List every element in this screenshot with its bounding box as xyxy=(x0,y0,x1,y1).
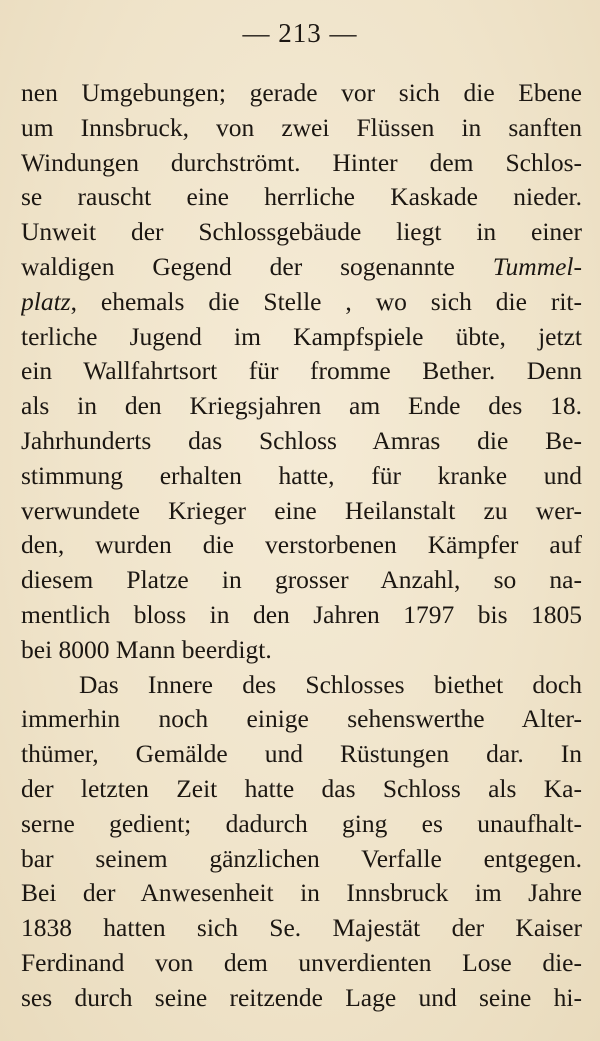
text-line xyxy=(21,598,582,633)
text-line xyxy=(21,389,582,424)
text-line xyxy=(21,772,582,807)
text-run: ein Wallfahrtsort für fromme Bether. Denn xyxy=(21,356,582,386)
text-run: den, wurden die verstorbenen Kämpfer auf xyxy=(21,530,582,560)
text-line xyxy=(21,459,582,494)
text-line xyxy=(21,807,582,842)
text-run: Windungen durchströmt. Hinter dem Schlos- xyxy=(21,147,582,177)
text-line xyxy=(21,876,582,911)
text-run: Das Innere des Schlosses biethet doch xyxy=(79,669,582,699)
text-run: ses durch seine reitzende Lage und seine hi- xyxy=(21,982,582,1012)
text-run: bei 8000 Mann beerdigt. xyxy=(21,634,272,664)
text-run: der letzten Zeit hatte das Schloss als Ka- xyxy=(21,773,582,803)
text-line xyxy=(21,76,582,111)
text-run: serne gedient; dadurch ging es unaufhalt- xyxy=(21,808,582,838)
text-line xyxy=(21,285,582,320)
text-line xyxy=(21,424,582,459)
text-line xyxy=(21,146,582,181)
italic-text-run: Tummel- xyxy=(492,251,582,281)
text-run: terliche Jugend im Kampfspiele übte, jetzt xyxy=(21,321,582,351)
text-line xyxy=(21,702,582,737)
text-run: Ferdinand von dem unverdienten Lose die- xyxy=(21,947,582,977)
text-run: 1838 hatten sich Se. Majestät der Kaiser xyxy=(21,913,582,943)
text-run: nen Umgebungen; gerade vor sich die Ebene xyxy=(21,78,582,107)
text-run: stimmung erhalten hatte, für kranke und xyxy=(21,460,582,490)
text-line xyxy=(21,354,582,389)
text-run: als in den Kriegsjahren am Ende des 18. xyxy=(21,391,582,421)
page-number: — 213 — xyxy=(242,18,358,48)
text-line xyxy=(21,528,582,563)
text-run: verwundete Krieger eine Heilanstalt zu wer- xyxy=(21,495,582,525)
text-run: waldigen Gegend der sogenannte xyxy=(21,251,493,281)
paragraph xyxy=(21,76,582,668)
text-line xyxy=(21,215,582,250)
text-run: immerhin noch einige sehenswerthe Alter- xyxy=(21,704,582,734)
text-line xyxy=(21,320,582,355)
text-run: , ehemals die Stelle , wo sich die rit- xyxy=(70,286,582,316)
text-run: um Innsbruck, von zwei Flüssen in sanften xyxy=(21,112,582,142)
text-line xyxy=(21,633,582,668)
text-line xyxy=(21,111,582,146)
text-line xyxy=(21,180,582,215)
text-run: Unweit der Schlossgebäude liegt in einer xyxy=(21,217,582,247)
text-line xyxy=(21,250,582,285)
paragraph xyxy=(21,668,582,1016)
italic-text-run: platz xyxy=(21,286,71,316)
text-line xyxy=(21,668,582,703)
text-run: diesem Platze in grosser Anzahl, so na- xyxy=(21,565,582,595)
text-line xyxy=(21,494,582,529)
text-run: Jahrhunderts das Schloss Amras die Be- xyxy=(21,425,582,455)
text-line xyxy=(21,911,582,946)
text-run: thümer, Gemälde und Rüstungen dar. In xyxy=(21,739,582,769)
text-run: mentlich bloss in den Jahren 1797 bis 1805 xyxy=(21,599,582,629)
text-line xyxy=(21,946,582,981)
text-line xyxy=(21,563,582,598)
text-line xyxy=(21,981,582,1016)
text-run: Bei der Anwesenheit in Innsbruck im Jahre xyxy=(21,878,582,908)
text-line xyxy=(21,737,582,772)
text-run: se rauscht eine herrliche Kaskade nieder. xyxy=(21,182,582,212)
body-text xyxy=(21,76,582,1016)
text-line xyxy=(21,842,582,877)
text-run: bar seinem gänzlichen Verfalle entgegen. xyxy=(21,843,582,873)
